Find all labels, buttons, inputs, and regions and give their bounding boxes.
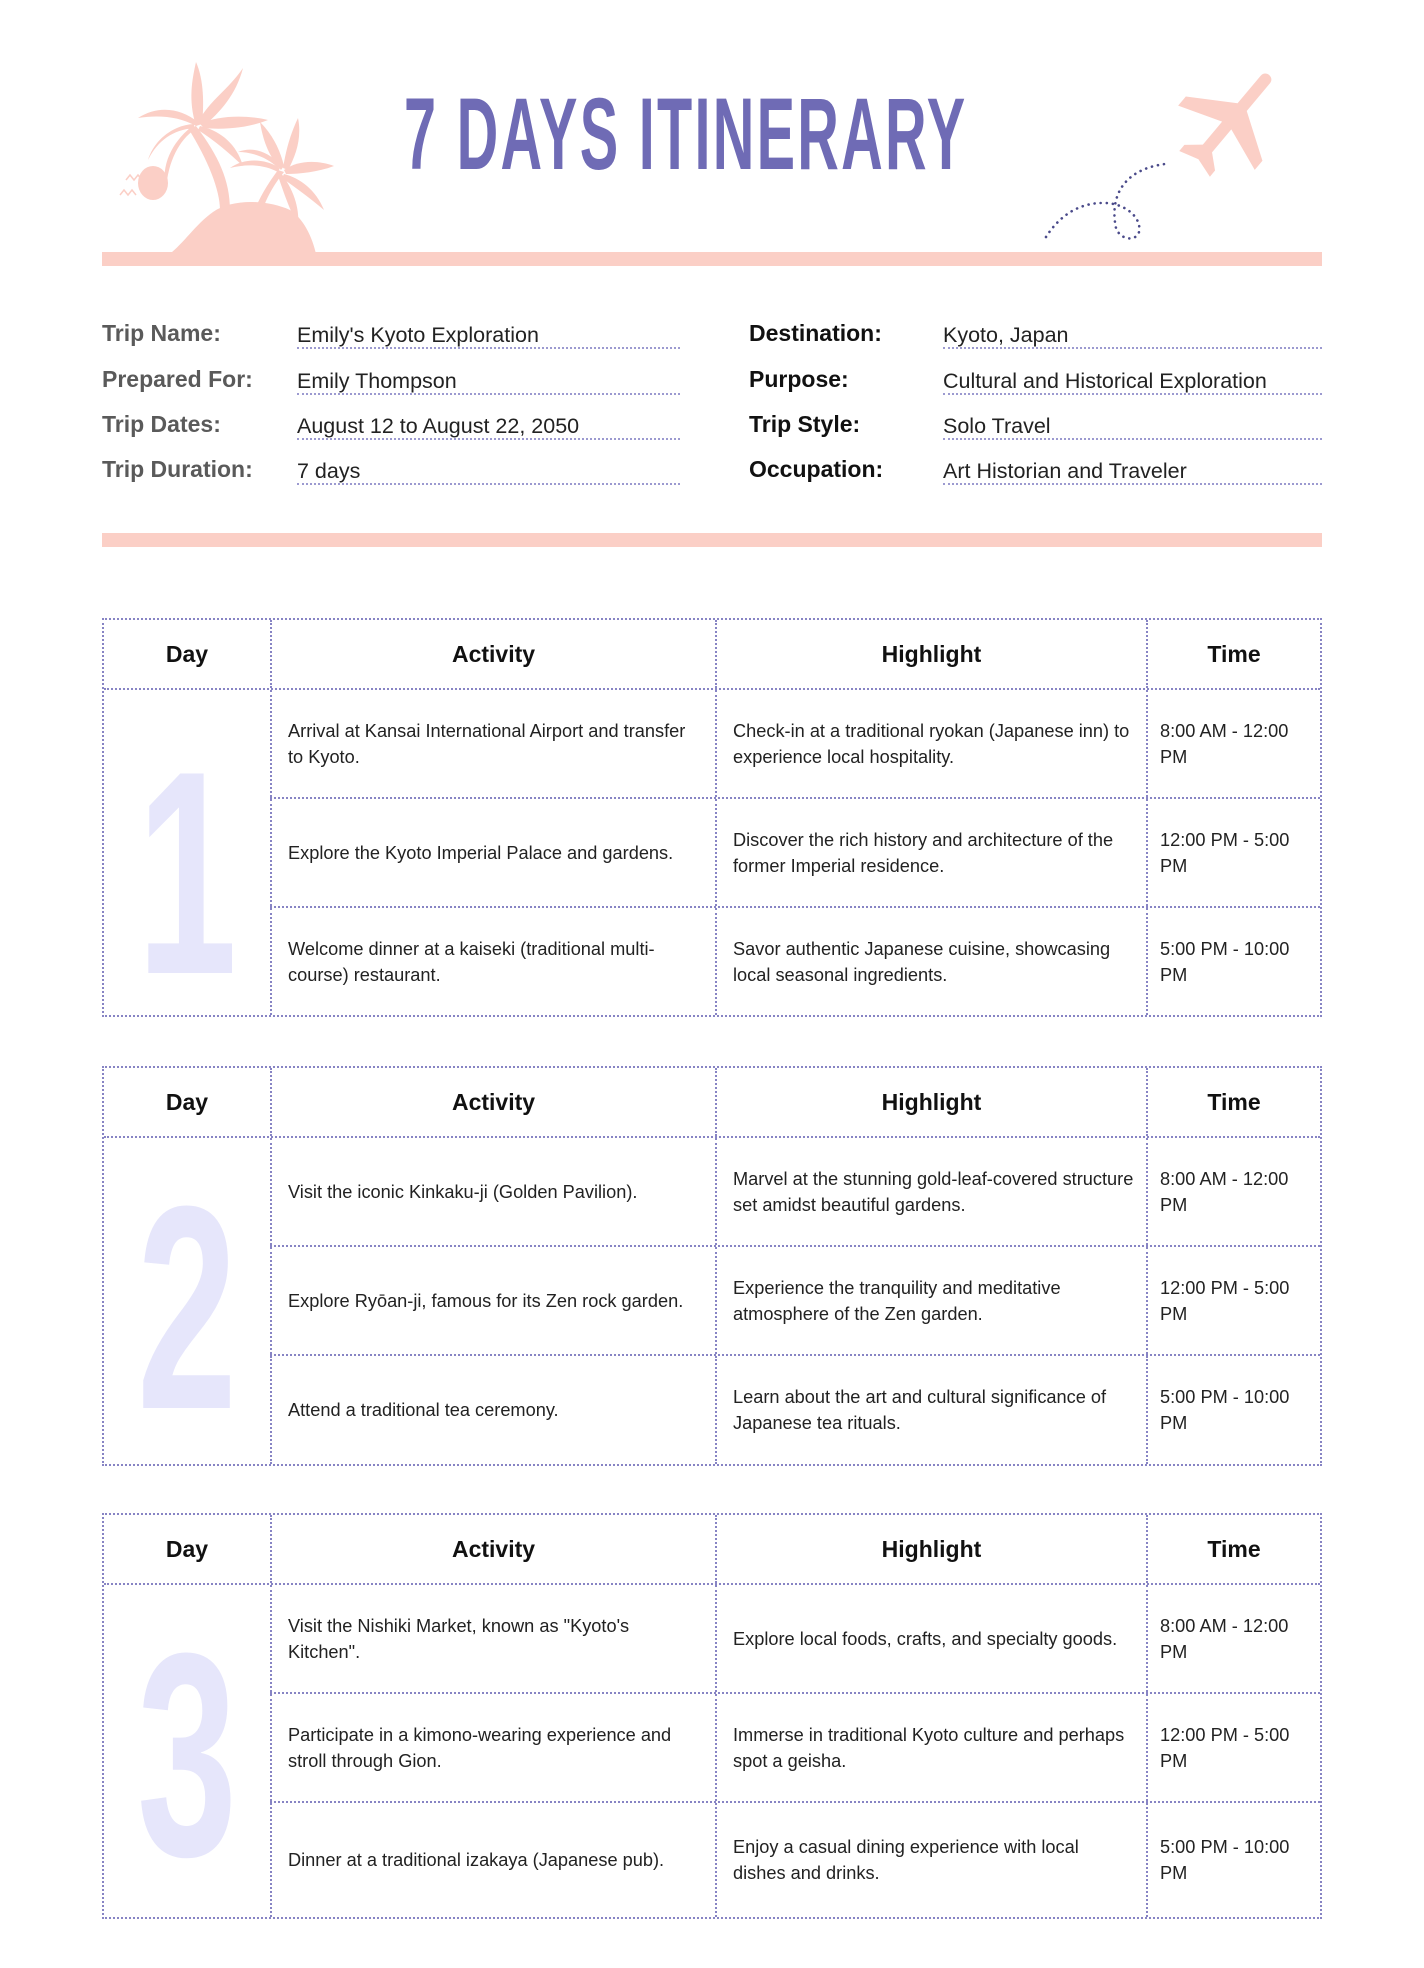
activity-cell: Participate in a kimono-wearing experience and stroll through Gion. (270, 1694, 715, 1801)
day-table-3 (102, 1513, 1322, 1919)
palm-island-icon (118, 60, 358, 266)
table-row (270, 1138, 1320, 1247)
day-number-cell (104, 690, 270, 1015)
info-row-occupation (749, 454, 1324, 494)
info-label: Trip Name: (102, 320, 221, 346)
day-number: 2 (136, 1146, 237, 1464)
highlight-cell: Experience the tranquility and meditative atmosphere of the Zen garden. (715, 1247, 1146, 1354)
time-cell: 5:00 PM - 10:00 PM (1146, 1356, 1320, 1464)
info-label: Purpose: (749, 366, 849, 392)
header-activity: Activity (270, 1068, 715, 1136)
activity-cell: Visit the Nishiki Market, known as "Kyoto's Kitchen". (270, 1585, 715, 1692)
info-row-trip-style (749, 409, 1324, 449)
highlight-cell: Enjoy a casual dining experience with local dishes and drinks. (715, 1803, 1146, 1917)
table-body (270, 690, 1320, 1015)
page-title-text: 7 DAYS ITINERARY (404, 77, 968, 191)
header-day: Day (165, 1535, 209, 1562)
info-value: Cultural and Historical Exploration (943, 369, 1267, 393)
info-row-trip-duration (102, 454, 682, 494)
header-highlight: Highlight (715, 620, 1146, 688)
info-underline (297, 393, 680, 395)
day-table-1 (102, 618, 1322, 1017)
highlight-cell: Learn about the art and cultural significance of Japanese tea rituals. (715, 1356, 1146, 1464)
header-day: Day (165, 1088, 209, 1115)
header-activity: Activity (270, 620, 715, 688)
info-label: Trip Style: (749, 411, 861, 437)
day-number-cell (104, 1585, 270, 1917)
airplane-icon (1168, 72, 1288, 177)
header-activity: Activity (270, 1515, 715, 1583)
info-value: 7 days (297, 459, 361, 483)
info-label: Occupation: (749, 456, 884, 482)
info-value: Art Historian and Traveler (943, 459, 1187, 483)
day-number: 3 (136, 1593, 237, 1917)
time-cell: 8:00 AM - 12:00 PM (1146, 1585, 1320, 1692)
info-underline (943, 347, 1322, 349)
page-title (404, 77, 1024, 191)
dotted-flight-path-icon (1040, 140, 1180, 240)
table-header-row (104, 1068, 1320, 1138)
activity-cell: Dinner at a traditional izakaya (Japanese pub). (270, 1803, 715, 1917)
table-body (270, 1585, 1320, 1917)
table-row (270, 690, 1320, 799)
header-highlight: Highlight (715, 1515, 1146, 1583)
time-cell: 12:00 PM - 5:00 PM (1146, 1247, 1320, 1354)
header-divider (102, 252, 1322, 266)
info-value: Kyoto, Japan (943, 323, 1069, 347)
time-cell: 8:00 AM - 12:00 PM (1146, 1138, 1320, 1245)
highlight-cell: Check-in at a traditional ryokan (Japanese inn) to experience local hospitality. (715, 690, 1146, 797)
info-label: Trip Dates: (102, 411, 221, 437)
table-header-row (104, 620, 1320, 690)
activity-cell: Explore the Kyoto Imperial Palace and gardens. (270, 799, 715, 906)
highlight-cell: Savor authentic Japanese cuisine, showcasing local seasonal ingredients. (715, 908, 1146, 1015)
activity-cell: Welcome dinner at a kaiseki (traditional multi-course) restaurant. (270, 908, 715, 1015)
info-row-trip-name (102, 318, 682, 358)
activity-cell: Arrival at Kansai International Airport and transfer to Kyoto. (270, 690, 715, 797)
info-row-purpose (749, 364, 1324, 404)
info-value: Emily's Kyoto Exploration (297, 323, 539, 347)
activity-cell: Visit the iconic Kinkaku-ji (Golden Pavilion). (270, 1138, 715, 1245)
info-row-trip-dates (102, 409, 682, 449)
time-cell: 5:00 PM - 10:00 PM (1146, 1803, 1320, 1917)
table-row (270, 1694, 1320, 1803)
time-cell: 5:00 PM - 10:00 PM (1146, 908, 1320, 1015)
activity-cell: Explore Ryōan-ji, famous for its Zen rock garden. (270, 1247, 715, 1354)
table-row (270, 799, 1320, 908)
table-body (270, 1138, 1320, 1464)
table-header-row (104, 1515, 1320, 1585)
header-time: Time (1146, 1068, 1320, 1136)
time-cell: 12:00 PM - 5:00 PM (1146, 799, 1320, 906)
info-underline (943, 483, 1322, 485)
table-row (270, 1356, 1320, 1464)
time-cell: 12:00 PM - 5:00 PM (1146, 1694, 1320, 1801)
info-underline (297, 483, 680, 485)
highlight-cell: Discover the rich history and architecture of the former Imperial residence. (715, 799, 1146, 906)
header-time: Time (1146, 1515, 1320, 1583)
info-underline (943, 393, 1322, 395)
highlight-cell: Marvel at the stunning gold-leaf-covered structure set amidst beautiful gardens. (715, 1138, 1146, 1245)
info-label: Prepared For: (102, 366, 253, 392)
header-highlight: Highlight (715, 1068, 1146, 1136)
info-underline (943, 438, 1322, 440)
table-row (270, 1803, 1320, 1917)
table-row (270, 908, 1320, 1015)
header-day: Day (165, 640, 209, 667)
info-value: August 12 to August 22, 2050 (297, 414, 580, 438)
day-number-cell (104, 1138, 270, 1464)
info-label: Destination: (749, 320, 882, 346)
table-row (270, 1247, 1320, 1356)
day-table-2 (102, 1066, 1322, 1466)
table-row (270, 1585, 1320, 1694)
header-time: Time (1146, 620, 1320, 688)
section-divider (102, 533, 1322, 547)
info-row-prepared-for (102, 364, 682, 404)
info-underline (297, 438, 680, 440)
highlight-cell: Immerse in traditional Kyoto culture and perhaps spot a geisha. (715, 1694, 1146, 1801)
info-label: Trip Duration: (102, 456, 253, 482)
info-row-destination (749, 318, 1324, 358)
info-value: Emily Thompson (297, 369, 457, 393)
info-underline (297, 347, 680, 349)
time-cell: 8:00 AM - 12:00 PM (1146, 690, 1320, 797)
day-number: 1 (136, 711, 237, 1015)
highlight-cell: Explore local foods, crafts, and specialty goods. (715, 1585, 1146, 1692)
activity-cell: Attend a traditional tea ceremony. (270, 1356, 715, 1464)
info-value: Solo Travel (943, 414, 1051, 438)
